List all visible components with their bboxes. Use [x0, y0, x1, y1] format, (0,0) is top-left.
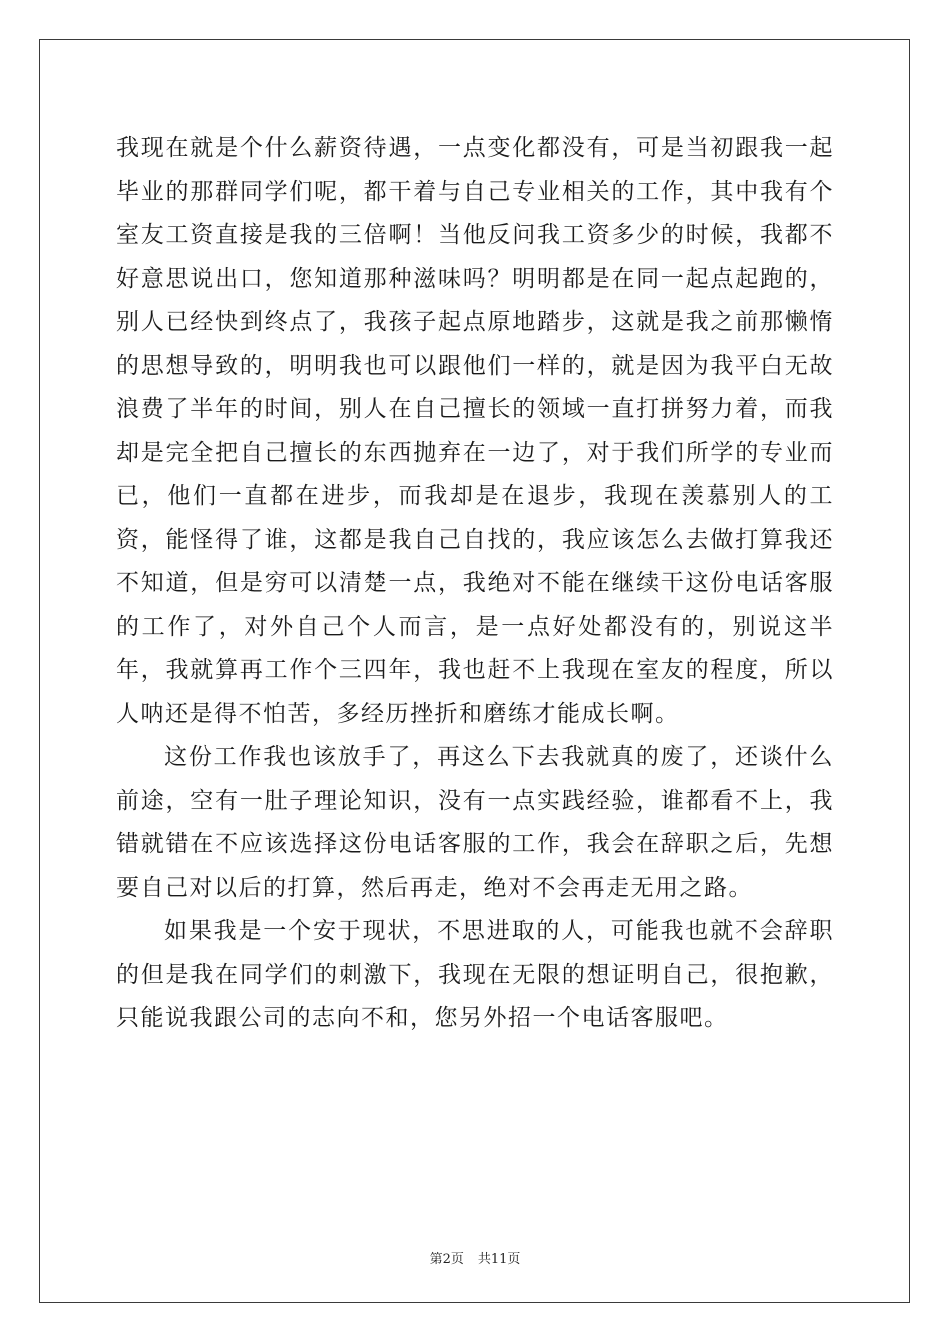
- page-footer: [0, 1248, 950, 1267]
- paragraph-2: 这份工作我也该放手了，再这么下去我就真的废了，还谈什么前途，空有一肚子理论知识，没有一点实践经验，谁都看不上，我错就错在不应该选择这份电话客服的工作，我会在辞职之后，先想要自己对以后的打算，然后再走，绝对不会再走无用之路。: [116, 744, 834, 901]
- paragraph-1: 我现在就是个什么薪资待遇，一点变化都没有，可是当初跟我一起毕业的那群同学们呢，都干着与自己专业相关的工作，其中我有个室友工资直接是我的三倍啊！当他反问我工资多少的时候，我都不好意思说出口，您知道那种滋味吗？明明都是在同一起点起跑的，别人已经快到终点了，我孩子起点原地踏步，这就是我之前那懒惰的思想导致的，明明我也可以跟他们一样的，就是因为我平白无故浪费了半年的时间，别人在自己擅长的领域一直打拼努力着，而我却是完全把自己擅长的东西抛弃在一边了，对于我们所学的专业而已，他们一直都在进步，而我却是在退步，我现在羡慕别人的工资，能怪得了谁，这都是我自己自找的，我应该怎么去做打算我还不知道，但是穷可以清楚一点，我绝对不能在继续干这份电话客服的工作了，对外自己个人而言，是一点好处都没有的，别说这半年，我就算再工作个三四年，我也赶不上我现在室友的程度，所以人呐还是得不怕苦，多经历挫折和磨练才能成长啊。: [116, 135, 834, 727]
- page-number: 第2页: [429, 1252, 464, 1267]
- paragraph-3: 如果我是一个安于现状，不思进取的人，可能我也就不会辞职的但是我在同学们的刺激下，我现在无限的想证明自己，很抱歉，只能说我跟公司的志向不和，您另外招一个电话客服吧。: [116, 918, 834, 1031]
- document-body: [116, 127, 834, 1041]
- page-total: 共11页: [477, 1252, 521, 1267]
